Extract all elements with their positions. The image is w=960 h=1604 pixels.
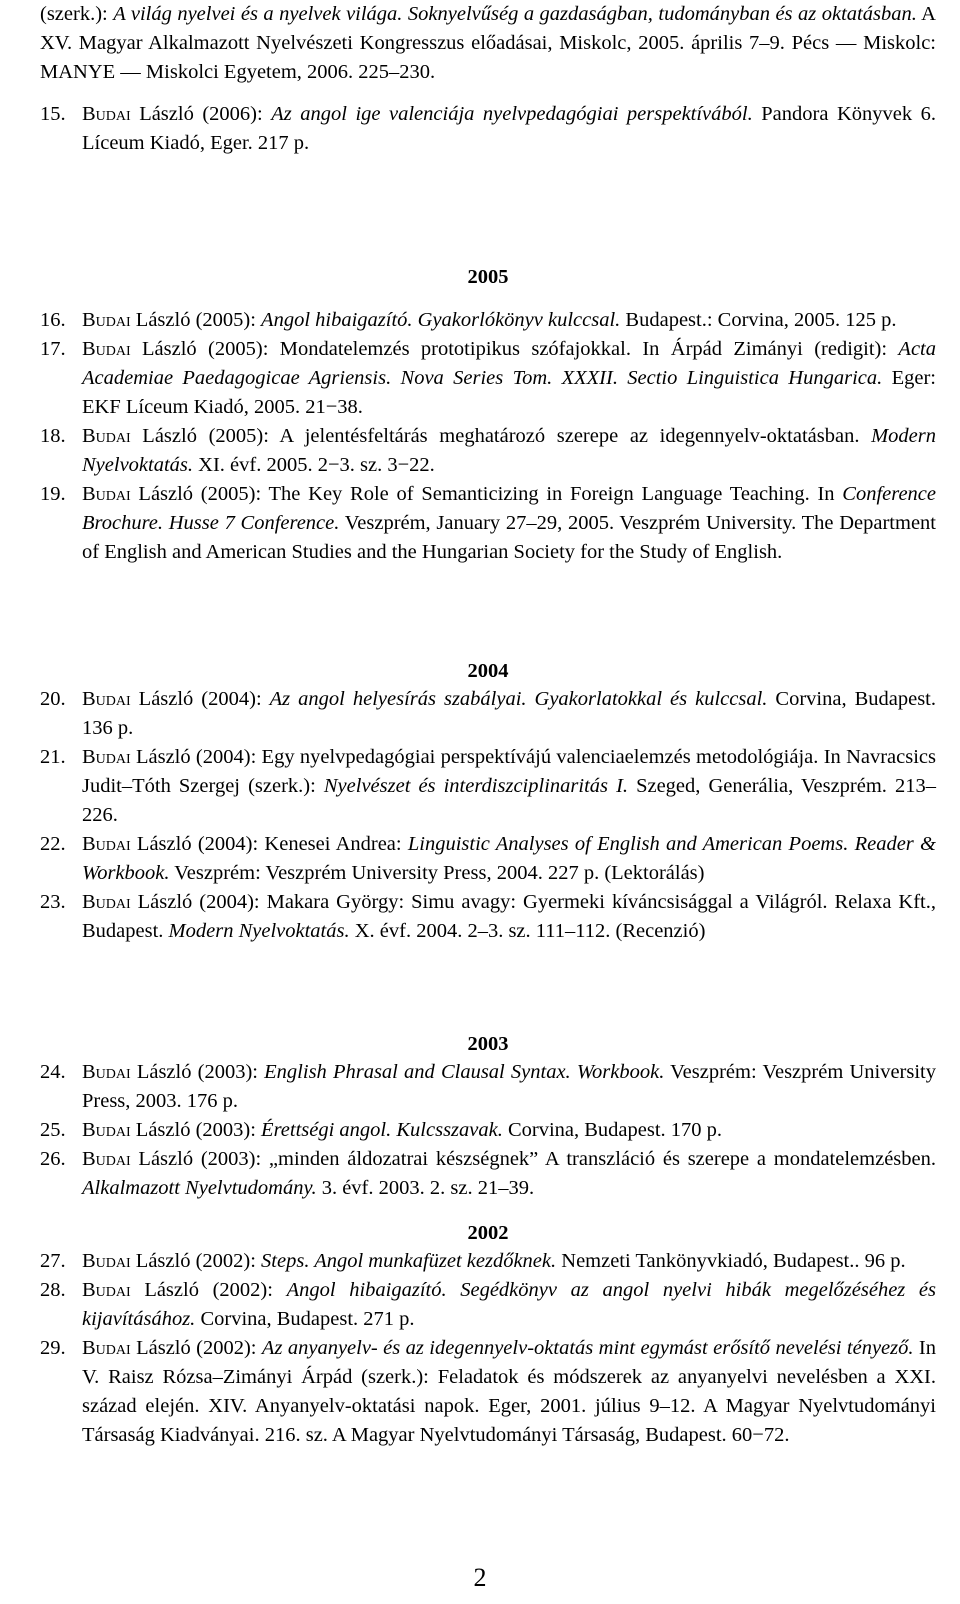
entry-number: 24. [40, 1061, 66, 1083]
entry-text [82, 888, 936, 946]
entry-number: 22. [40, 833, 66, 855]
entry-number: 26. [40, 1148, 66, 1170]
document-page [40, 0, 937, 1446]
entry-text [82, 1276, 936, 1334]
year-heading: 2002 [467, 1222, 509, 1244]
author-name: Budai [82, 1148, 131, 1170]
citation-text: László (2005): Mondatelemzés prototipikus szófajokkal. In Árpád Zimányi (redigit): [130, 338, 899, 360]
italic-title: English Phrasal and Clausal Syntax. Workbook. [264, 1061, 665, 1083]
italic-title: Nyelvészet és interdiszciplinaritás I. [323, 775, 629, 797]
entry-text [82, 743, 936, 830]
citation-text: XI. évf. 2005. 2−3. sz. 3−22. [193, 454, 435, 476]
author-name: Budai [82, 746, 131, 768]
entry-text [82, 685, 936, 743]
author-name: Budai [82, 891, 131, 913]
citation-text: In V. Raisz Rózsa–Zimányi Árpád (szerk.): Feladatok és módszerek az anyanyelvi nevelésben a XXI. század elején. XIV. Anyanyelv-oktatási napok. Eger, 2001. július 9–12. A Magyar Nyelvtudományi Társaság Kiadványai. 216. sz. A Magyar Nyelvtudományi Társaság, Budapest. 60−72. [82, 1337, 937, 1446]
bibliography-entry [40, 1247, 936, 1276]
italic-title: Acta Academiae Paedagogicae Agriensis. Nova Series Tom. XXXII. Sectio Linguistica Hungarica. [82, 338, 936, 389]
entry-number: 23. [40, 891, 66, 913]
entry-text [82, 100, 936, 158]
entry-number: 17. [40, 338, 66, 360]
author-name: Budai [82, 425, 131, 447]
year-heading: 2004 [467, 660, 509, 682]
citation-text: László (2002): [130, 1279, 287, 1301]
entry-number: 27. [40, 1250, 66, 1272]
bibliography-entry [40, 100, 936, 158]
bibliography-entry [40, 335, 936, 422]
entry-text [82, 1334, 936, 1450]
citation-text: Szeged, Generália, Veszprém. 213–226. [82, 775, 936, 826]
citation-text: László (2003): „minden áldozatrai készségnek” A transzláció és szerepe a mondatelemzésben. [130, 1148, 936, 1170]
entry-text [82, 1145, 936, 1203]
entry-text [82, 830, 936, 888]
entry-text [82, 335, 936, 422]
citation-text: X. évf. 2004. 2–3. sz. 111–112. (Recenzió) [349, 920, 706, 942]
italic-title: Conference Brochure. Husse 7 Conference. [82, 483, 936, 534]
entry-number: 16. [40, 309, 66, 331]
page-number: 2 [473, 1563, 487, 1592]
citation-text: Veszprém, January 27–29, 2005. Veszprém University. The Department of English and American Studies and the Hungarian Society for the Study of English. [82, 512, 936, 563]
bibliography-entry [40, 306, 936, 335]
citation-text: László (2004): Egy nyelvpedagógiai perspektívájú valenciaelemzés metodológiája. In Navracsics Judit–Tóth Szergej (szerk.): [82, 746, 936, 797]
citation-text: Veszprém: Veszprém University Press, 2003. 176 p. [82, 1061, 936, 1112]
entry-text [82, 1058, 936, 1116]
citation-text: László (2005): The Key Role of Semanticizing in Foreign Language Teaching. In [130, 483, 843, 505]
citation-text: 3. évf. 2003. 2. sz. 21–39. [316, 1177, 535, 1199]
citation-text: Budapest.: Corvina, 2005. 125 p. [620, 309, 897, 331]
citation-text: László (2005): A jelentésfeltárás meghatározó szerepe az idegennyelv-oktatásban. [130, 425, 872, 447]
italic-title: Modern Nyelvoktatás. [82, 425, 936, 476]
italic-title: Linguistic Analyses of English and American Poems. Reader & Workbook. [82, 833, 936, 884]
italic-title: Az angol helyesírás szabályai. Gyakorlatokkal és kulccsal. [269, 688, 768, 710]
citation-text: A XV. Magyar Alkalmazott Nyelvészeti Kongresszus előadásai, Miskolc, 2005. április 7–9. Pécs — Miskolc: MANYE — Miskolci Egyetem, 2006. 225–230. [40, 3, 936, 83]
citation-text: (szerk.): [40, 3, 114, 25]
entry-text [82, 480, 936, 567]
author-name: Budai [82, 103, 131, 125]
continued-entry-text [40, 0, 936, 87]
citation-text: László (2004): [130, 688, 270, 710]
author-name: Budai [82, 1061, 131, 1083]
bibliography-entry [40, 830, 936, 888]
italic-title: Az angol ige valenciája nyelvpedagógiai perspektívából. [271, 103, 753, 125]
entry-text [82, 306, 936, 335]
citation-text: László (2003): [130, 1061, 265, 1083]
author-name: Budai [82, 1250, 131, 1272]
citation-text: László (2002): [130, 1250, 262, 1272]
citation-text: Eger: EKF Líceum Kiadó, 2005. 21−38. [82, 367, 936, 418]
entry-number: 15. [40, 103, 66, 125]
bibliography-entry [40, 480, 936, 567]
author-name: Budai [82, 1119, 131, 1141]
author-name: Budai [82, 309, 131, 331]
italic-title: Modern Nyelvoktatás. [168, 920, 350, 942]
author-name: Budai [82, 338, 131, 360]
italic-title: Érettségi angol. Kulcsszavak. [261, 1119, 503, 1141]
entry-text [82, 1247, 936, 1276]
citation-text: László (2002): [130, 1337, 262, 1359]
citation-text: László (2006): [130, 103, 272, 125]
entry-number: 18. [40, 425, 66, 447]
italic-title: Angol hibaigazító. Segédkönyv az angol nyelvi hibák megelőzéséhez és kijavításához. [82, 1279, 936, 1330]
author-name: Budai [82, 833, 131, 855]
entry-number: 25. [40, 1119, 66, 1141]
entry-number: 19. [40, 483, 66, 505]
bibliography-entry [40, 1058, 936, 1116]
author-name: Budai [82, 688, 131, 710]
italic-title: Angol hibaigazító. Gyakorlókönyv kulccsal. [261, 309, 621, 331]
citation-text: László (2005): [130, 309, 262, 331]
author-name: Budai [82, 1337, 131, 1359]
bibliography-entry [40, 1276, 936, 1334]
author-name: Budai [82, 1279, 131, 1301]
italic-title: A világ nyelvei és a nyelvek világa. Soknyelvűség a gazdaságban, tudományban és az oktatásban. [113, 3, 917, 25]
entry-text [82, 1116, 936, 1145]
bibliography-entry [40, 1334, 936, 1450]
citation-text: Veszprém: Veszprém University Press, 2004. 227 p. (Lektorálás) [169, 862, 705, 884]
citation-text: Pandora Könyvek 6. Líceum Kiadó, Eger. 217 p. [82, 103, 936, 154]
citation-text: László (2004): Makara György: Simu avagy: Gyermeki kíváncsisággal a Világról. Relaxa Kft., Budapest. [82, 891, 936, 942]
citation-text: Corvina, Budapest. 170 p. [502, 1119, 723, 1141]
year-heading: 2005 [467, 266, 509, 288]
bibliography-entry [40, 1116, 936, 1145]
bibliography-entry [40, 685, 936, 743]
author-name: Budai [82, 483, 131, 505]
entry-number: 20. [40, 688, 66, 710]
bibliography-entry [40, 422, 936, 480]
entry-number: 28. [40, 1279, 66, 1301]
entry-number: 21. [40, 746, 66, 768]
bibliography-entry [40, 743, 936, 830]
citation-text: László (2004): Kenesei Andrea: [130, 833, 408, 855]
italic-title: Alkalmazott Nyelvtudomány. [82, 1177, 317, 1199]
citation-text: Corvina, Budapest. 271 p. [195, 1308, 415, 1330]
bibliography-entry [40, 888, 936, 946]
citation-text: László (2003): [130, 1119, 262, 1141]
italic-title: Az anyanyelv- és az idegennyelv-oktatás mint egymást erősítő nevelési tényező. [261, 1337, 914, 1359]
italic-title: Steps. Angol munkafüzet kezdőknek. [261, 1250, 557, 1272]
bibliography-entry [40, 1145, 936, 1203]
year-heading: 2003 [467, 1033, 509, 1055]
citation-text: Nemzeti Tankönyvkiadó, Budapest.. 96 p. [556, 1250, 906, 1272]
entry-text [82, 422, 936, 480]
citation-text: Corvina, Budapest. 136 p. [82, 688, 936, 739]
entry-number: 29. [40, 1337, 66, 1359]
